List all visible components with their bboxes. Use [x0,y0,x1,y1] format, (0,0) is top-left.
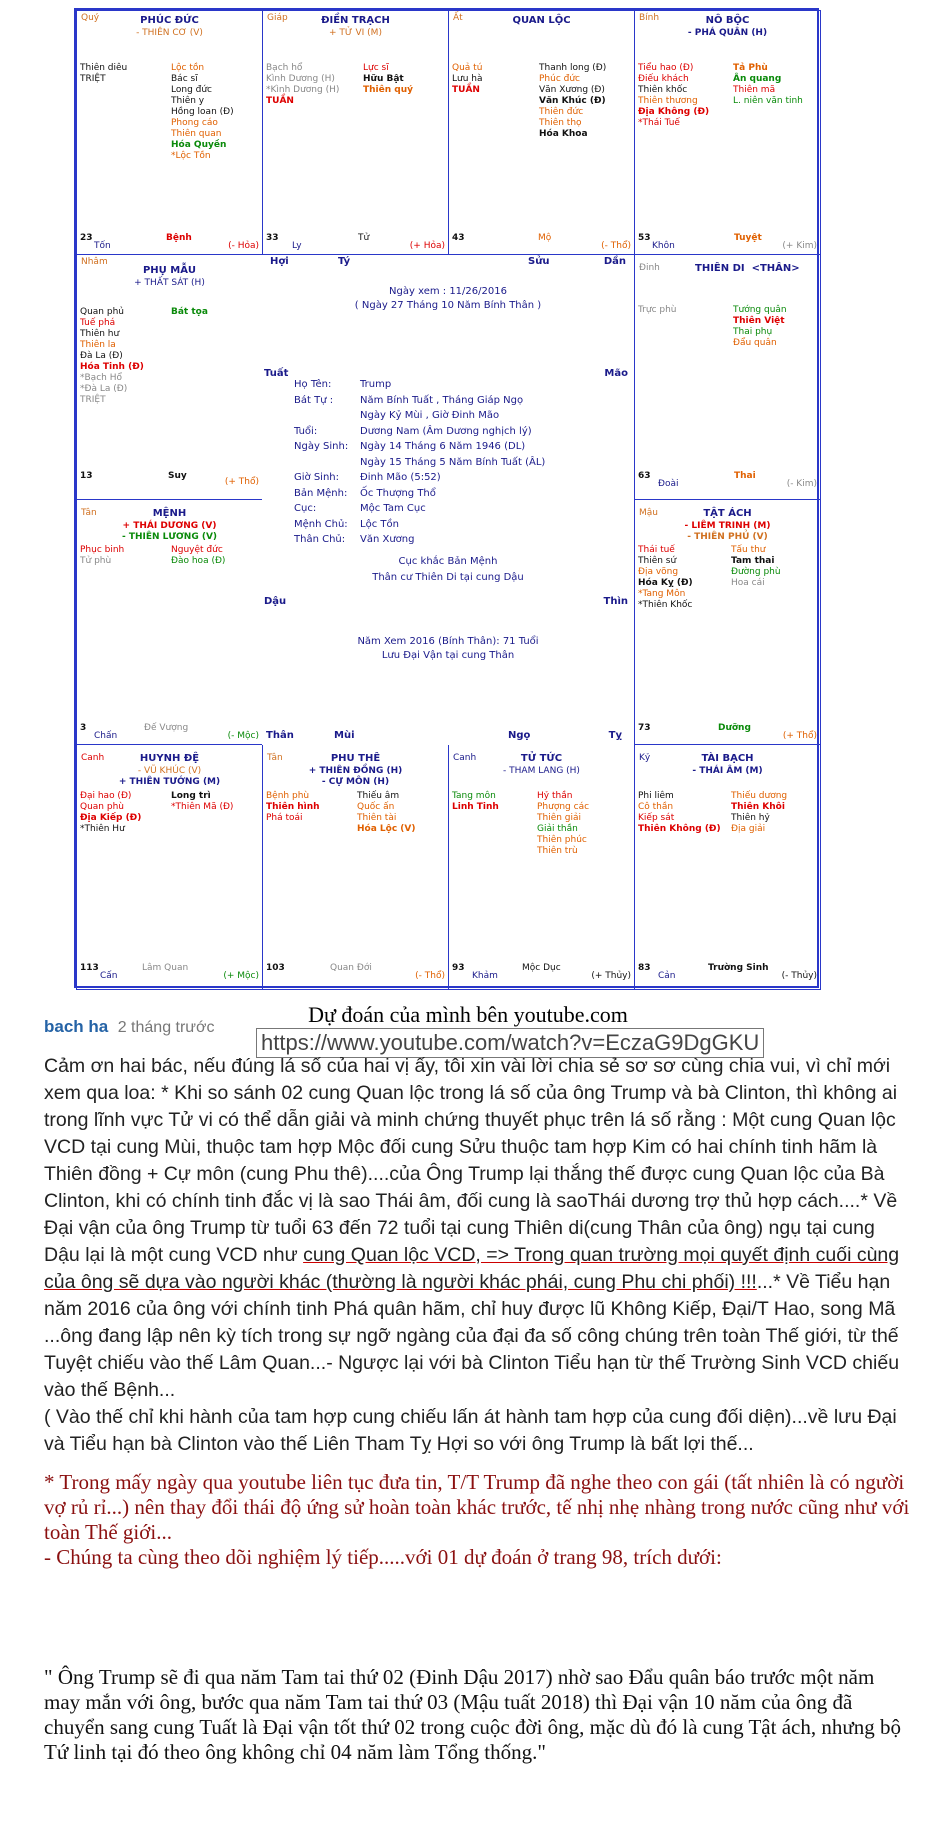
major-star: - THAM LANG (H) [503,766,580,776]
palace-dan [76,744,263,990]
major-star: - THÁI ÂM (M) [692,766,763,776]
palace-footer: 43 Mộ (- Thổ) [452,233,631,251]
palace-than [634,10,821,255]
palace-tuat [634,499,821,745]
palace-footer: 83 Cản Trường Sinh (- Thủy) [638,963,817,981]
major-star: - PHÁ QUÂN (H) [687,28,768,38]
major-star: + THÁI DƯƠNG (V) [122,521,217,531]
stars-right: Lộc tồn Bác sĩ Long đức Thiên y Hồng loan (Đ) Phong cáo Thiên quan Hóa Quyền *Lộc Tồn [171,63,234,161]
palace-can: Đinh [639,263,660,273]
palace-dau [634,254,821,500]
palace-name: PHỤ MẪU [142,265,197,276]
stars-right: Lực sĩ Hữu Bật Thiên quý [363,63,413,95]
stars-right: Nguyệt đức Đào hoa (Đ) [171,545,226,566]
lunar-date: ( Ngày 27 Tháng 10 Năm Bính Thân ) [354,300,542,311]
info-fields: Họ Tên: Trump Bát Tự : Năm Bính Tuất , Tháng Giáp Ngọ Ngày Kỷ Mùi , Giờ Đinh Mão Tuổi: Dương Nam (Âm Dương nghịch lý) Ngày Sinh: Ngày 14 Tháng 6 Năm 1946 (DL) Ngày 15 Tháng 5 Năm Bính Tuất (ÂL) Giờ Sinh: Đinh Mão (5:52) Bản Mệnh: Ốc Thượng Thổ Cục: Mộc Tam Cục Mệnh Chủ: Lộc Tồn Thân Chủ: Văn Xương [294,379,546,545]
palace-can: Ất [453,13,463,23]
palace-can: Tân [267,753,283,763]
major-star: + THẤT SÁT (H) [134,278,205,288]
major-star: + THIÊN ĐỒNG (H) [308,766,403,776]
palace-name: HUYNH ĐỆ [139,753,200,764]
palace-ty [76,10,263,255]
comment-time: 2 tháng trước [117,1019,215,1036]
stars-right: Thiếu âm Quốc ấn Thiên tài Hóa Lộc (V) [357,791,416,834]
chart-center-info [262,255,634,745]
palace-can: Giáp [267,13,288,23]
stars-left: Tang môn Linh Tinh [452,791,499,812]
palace-ti [448,744,635,990]
author-name[interactable]: bach ha [44,1017,109,1036]
palace-hoi [634,744,821,990]
palace-footer: 3 Chấn Đế Vượng (- Mộc) [80,723,259,741]
palace-can: Kỷ [639,753,651,763]
stars-left: Phục binh Tử phù [80,545,125,566]
view-date: Ngày xem : 11/26/2016 [389,286,507,297]
underlined-text: cung Quan lộc VCD, => Trong quan trường mọi quyết định cuối cùng của ông sẽ dựa vào người khác (thường là người khác phái, cung Phu chi phối) !!! [44,1244,900,1293]
palace-name: TỬ TỨC [520,753,563,764]
major-star: + TỬ VI (M) [329,28,382,38]
palace-can: Quý [81,13,100,23]
major-star-2: - CỰ MÔN (H) [321,777,390,787]
palace-ngo [262,10,449,255]
quoted-prediction: " Ông Trump sẽ đi qua năm Tam tai thứ 02 (Đinh Dậu 2017) nhờ sao Đẩu quân báo trước một năm may mắn với ông, bước qua năm Tam tai thứ 03 (Mậu tuất 2018) thì Đại vận 10 năm của ông đã chuyển sang cung Tuất là Đại vận tốt thứ 02 trong cuộc đời ông, mặc dù đó là cung Tật ách, nhưng bộ Tứ linh tại đó theo ông không chỉ 04 năm làm Tổng thống." [44,1665,901,1764]
tu-vi-chart [74,8,819,988]
palace-can: Mậu [639,508,658,518]
stars-right: Bát tọa [171,307,208,317]
palace-name: NÔ BỘC [705,15,750,26]
stars-left: Bạch hổ Kình Dương (H) *Kình Dương (H) TUẦN [266,63,340,106]
branch-label-mao: Mão [604,368,628,379]
stars-right: Tấu thư Tam thai Đường phù Hoa cái [731,545,781,588]
palace-footer: 33 Ly Tử (+ Hỏa) [266,233,445,251]
palace-name: PHÚC ĐỨC [140,15,199,26]
stars-left: Thiên diêu TRIỆT [80,63,128,84]
branch-labels-top: Hợi Tý Sửu Dần [270,256,626,267]
palace-footer: 13 Suy (+ Thổ) [80,471,259,487]
palace-footer: 103 Quan Đới (- Thổ) [266,963,445,981]
stars-right: Tướng quân Thiên Việt Thai phụ Đẩu quân [733,305,787,348]
youtube-caption: Dự đoán của mình bên youtube.com [308,1002,628,1027]
palace-name: ĐIỀN TRẠCH [321,15,390,26]
palace-footer: 53 Khôn Tuyệt (+ Kim) [638,233,817,251]
major-star-2: + THIÊN TƯỚNG (M) [118,777,221,787]
branch-label-tuat: Tuất [264,368,289,379]
palace-can: Canh [453,753,477,763]
palace-thin [76,254,263,500]
stars-left: Tiểu hao (Đ) Điếu khách Thiên khốc Thiên thương Địa Không (Đ) *Thái Tuế [638,63,710,128]
stars-left: Trực phù [638,305,677,315]
palace-can: Tân [81,508,97,518]
branch-label-thin: Thìn [603,596,628,607]
palace-suu [262,744,449,990]
palace-name: THIÊN DI <THÂN> [695,263,800,274]
stars-right: Long trì *Thiên Mã (Đ) [171,791,234,812]
palace-name: TẬT ÁCH [703,508,752,519]
author-note: * Trong mấy ngày qua youtube liên tục đưa tin, T/T Trump đã nghe theo con gái (tất nhiên là có người vợ rủ rỉ...) nên thay đổi thái độ ứng sử hoàn toàn khác trước, tế nhị nhẹ nhàng trong nước cũng như với toàn Thế giới... - Chúng ta cùng theo dõi nghiệm lý tiếp.....với 01 dự đoán ở trang 98, trích dưới: [44,1470,910,1569]
youtube-link[interactable]: https://www.youtube.com/watch?v=EczaG9DgGKU [256,1028,764,1058]
branch-labels-bottom: Thân Mùi Ngọ Tỵ [266,730,622,741]
palace-footer: 73 Dưỡng (+ Thổ) [638,723,817,741]
major-star: - THIÊN CƠ (V) [136,28,203,38]
nam-xem: Năm Xem 2016 (Bính Thân): 71 Tuổi [357,636,539,647]
palace-name: MỆNH [152,508,187,519]
comment-author [44,1017,215,1037]
palace-mui [448,10,635,255]
stars-left: Phi liêm Cô thần Kiếp sát Thiên Không (Đ) [638,791,721,834]
stars-right: Tả Phù Ân quang Thiên mã L. niên văn tinh [733,63,803,106]
palace-can: Canh [81,753,105,763]
major-star: - VŨ KHÚC (V) [137,766,202,776]
stars-right: Thanh long (Đ) Phúc đức Văn Xương (Đ) Văn Khúc (Đ) Thiên đức Thiên thọ Hóa Khoa [539,63,607,139]
palace-footer: 23 Tốn Bệnh (- Hỏa) [80,233,259,251]
major-star-2: - THIÊN PHỦ (V) [687,532,768,542]
palace-name: QUAN LỘC [512,15,571,26]
stars-right: Thiếu dương Thiên Khôi Thiên hỷ Địa giải [731,791,788,834]
stars-left: Quả tú Lưu hà TUẦN [452,63,483,95]
branch-label-dau: Dậu [264,596,287,607]
major-star-2: - THIÊN LƯƠNG (V) [121,532,218,542]
palace-name: PHU THÊ [330,753,381,764]
stars-left: Bệnh phù Thiên hình Phá toái [266,791,320,823]
than-cu: Thân cư Thiên Di tại cung Dậu [372,572,524,583]
stars-right: Hỷ thần Phượng các Thiên giải Giải thần Thiên phúc Thiên trù [537,791,590,856]
palace-footer: 113 Cấn Lâm Quan (+ Mộc) [80,963,259,981]
palace-footer: 63 Đoài Thai (- Kim) [638,471,817,489]
palace-name: TÀI BẠCH [701,753,754,764]
palace-footer: 93 Khảm Mộc Dục (+ Thủy) [452,963,631,981]
palace-can: Bính [639,13,660,23]
palace-can: Nhâm [81,257,108,267]
luu-dai-van: Lưu Đại Vận tại cung Thân [381,650,515,661]
cuc-khac: Cục khắc Bản Mệnh [398,556,498,567]
palace-mao [76,499,263,745]
stars-left: Quan phủ Tuế phá Thiên hư Thiên la Đà La (Đ) Hóa Tinh (Đ) *Bạch Hổ *Đà La (Đ) TRIỆT [80,307,144,405]
stars-left: Đại hao (Đ) Quan phù Địa Kiếp (Đ) *Thiên Hư [80,791,142,834]
major-star: - LIÊM TRINH (M) [684,521,771,531]
stars-left: Thái tuế Thiên sứ Địa võng Hóa Kỵ (Đ) *Tang Môn *Thiên Khốc [638,545,693,610]
comment-body: Cảm ơn hai bác, nếu đúng lá số của hai vị ấy, tôi xin vài lời chia sẻ sơ sơ cùng chia vui, vì chỉ mới xem qua loa: * Khi so sánh 02 cung Quan lộc trong lá số của ông Trump và bà Clinton, thì không ai trong lĩnh vực Tử vi có thể dẫn giải và minh chứng thuyết phục trên lá số rằng : Một cung Quan lộc VCD tại cung Mùi, thuộc tam hợp Mộc đối cung Sửu thuộc tam hợp Kim có hai chính tinh hãm là Thiên đồng + Cự môn (cung Phu thê)....của Ông Trump lại thắng thế được cung Quan lộc của Bà Clinton, khi có chính tinh đắc vị là sao Thái âm, đối cung là saoThái dương trợ thủ hợp cách....* Về Đại vận của ông Trump từ tuổi 63 đến 72 tuổi tại cung Thiên di(cung Thân của ông) ngụ tại cung Dậu lại là một cung VCD như cung Quan lộc VCD, => Trong quan trường mọi quyết định cuối cùng của ông sẽ dựa vào người khác (thường là người khác phái, cung Phu chi phối) !!!...* Về Tiểu hạn năm 2016 của ông với chính tinh Phá quân hãm, chỉ huy được lũ Không Kiếp, Đại/T Hao, song Mã ...ông đang lập nên kỳ tích trong sự ngỡ ngàng của đại đa số công chúng trên toàn Thế giới, từ thế Tuyệt chiếu vào thế Lâm Quan...- Ngược lại với bà Clinton Tiểu hạn từ thế Trường Sinh VCD chiếu vào thế Bệnh... ( Vào thế chỉ khi hành của tam hợp cung chiếu lấn át hành tam hợp của cung đối diện)...về lưu Đại và Tiểu hạn bà Clinton vào thế Liên Tham Tỵ Hợi so với ông Trump là bất lợi thế... [44,1055,900,1455]
